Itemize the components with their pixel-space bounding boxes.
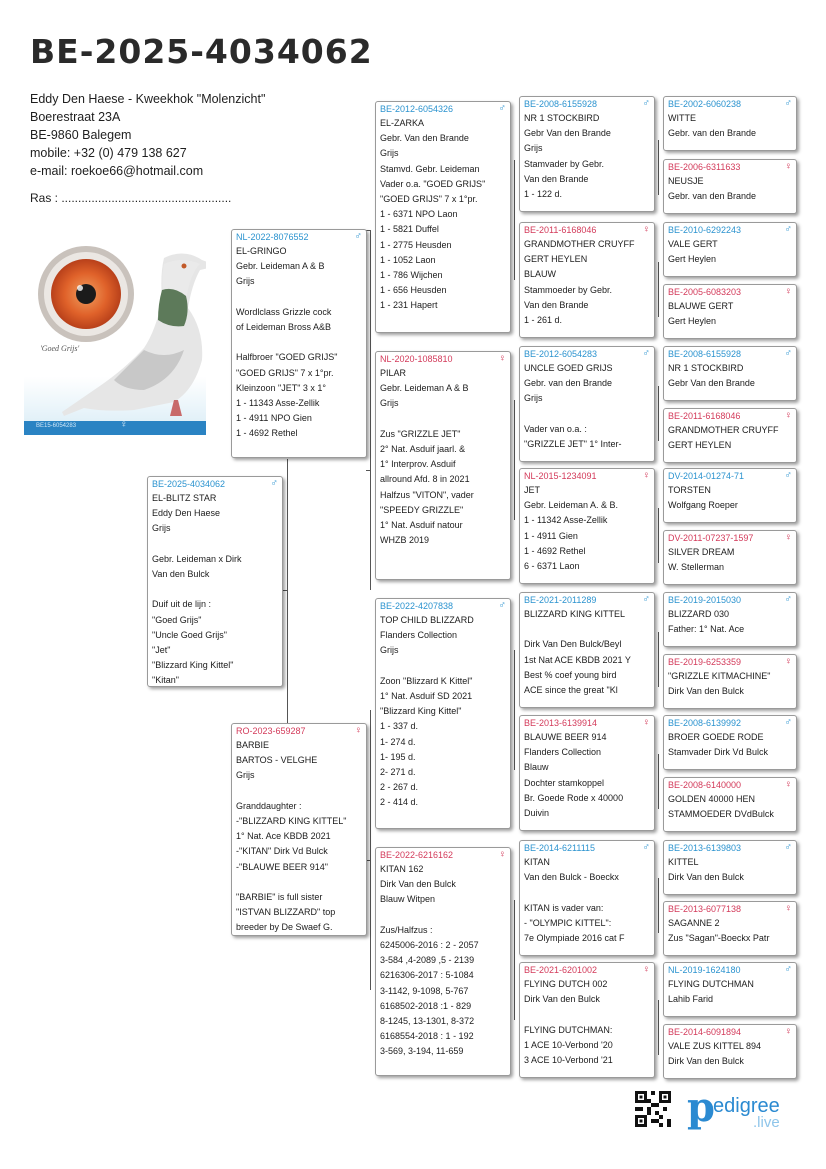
card-line — [152, 537, 278, 552]
pigeon-name: GRANDMOTHER CRUYFF — [668, 425, 779, 435]
card-line: 1 - 4692 Rethel — [524, 545, 586, 556]
female-icon: ♀ — [498, 849, 506, 860]
ring-number: BE-2002-6060238 — [668, 99, 742, 109]
card-line: Kleinzoon "JET" 3 x 1° — [236, 382, 327, 393]
card-line: Dirk Van den Bulck — [668, 872, 744, 883]
pigeon-name: KITTEL — [668, 857, 699, 867]
male-icon: ♂ — [642, 98, 650, 109]
owner-email: e-mail: roekoe66@hotmail.com — [30, 164, 204, 178]
ring-number: BE-2014-6211115 — [524, 843, 596, 853]
card-line: Grijs — [236, 770, 255, 781]
owner-block — [30, 90, 265, 180]
ring-number: NL-2019-1624180 — [668, 965, 741, 975]
card-line: BARTOS - VELGHE — [236, 755, 318, 766]
card-line: Dirk Van Den Bulck/Beyl — [524, 639, 622, 650]
pedigree-card-dds[interactable] — [519, 840, 655, 956]
card-line: 1 - 4692 Rethel — [236, 428, 298, 439]
female-icon: ♀ — [120, 419, 128, 430]
ring-number: BE-2021-6201002 — [524, 965, 598, 975]
logo-suffix: .live — [753, 1114, 780, 1131]
card-line: Stamvader Dirk Vd Bulck — [668, 747, 769, 758]
card-line: 1 - 122 d. — [524, 189, 563, 200]
pedigree-card-g5-16[interactable] — [663, 1024, 797, 1079]
card-line: 1 - 4911 NPO Gien — [236, 413, 312, 424]
card-line: Grijs — [524, 143, 543, 154]
pedigree-card-dam[interactable] — [231, 723, 367, 936]
connector-line — [658, 754, 659, 809]
pedigree-card-g5-2[interactable] — [663, 159, 797, 214]
pedigree-card-g5-13[interactable] — [663, 840, 797, 895]
ring-number: BE-2008-6139992 — [668, 718, 742, 728]
card-line: Grijs — [380, 398, 399, 409]
connector-line — [658, 262, 659, 317]
logo-word: edigree — [713, 1095, 780, 1117]
pigeon-name: GRANDMOTHER CRUYFF — [524, 239, 635, 249]
card-line: 1 ACE 10-Verbond '20 — [524, 1039, 613, 1050]
pedigree-card-sss[interactable] — [519, 96, 655, 212]
card-line: FLYING DUTCHMAN: — [524, 1024, 613, 1035]
male-icon: ♂ — [784, 348, 792, 359]
card-line: STAMMOEDER DVdBulck — [668, 809, 774, 820]
card-line: 2 - 267 d. — [380, 782, 419, 793]
pigeon-name: SAGANNE 2 — [668, 918, 720, 928]
card-line: Wolfgang Roeper — [668, 500, 738, 511]
card-line: -"BLAUWE BEER 914" — [236, 861, 328, 872]
card-line: KITAN is vader van: — [524, 902, 604, 913]
female-icon: ♀ — [784, 779, 792, 790]
female-icon: ♀ — [784, 903, 792, 914]
ring-number: BE-2019-2015030 — [668, 595, 742, 605]
male-icon: ♂ — [784, 224, 792, 235]
card-line: Flanders Collection — [524, 747, 602, 758]
pigeon-name: KITAN — [524, 857, 550, 867]
male-icon: ♂ — [354, 231, 362, 242]
card-line: ACE since the great "Kl — [524, 685, 618, 695]
pedigree-card-g5-15[interactable] — [663, 962, 797, 1017]
card-line: Dirk Van den Bulck — [668, 1056, 744, 1067]
pigeon-name: BLIZZARD 030 — [668, 609, 730, 619]
connector-line — [658, 1000, 659, 1055]
pigeon-name: BLAUWE BEER 914 — [524, 732, 607, 742]
card-line: -"KITAN" Dirk Vd Bulck — [236, 846, 328, 857]
male-icon: ♂ — [784, 842, 792, 853]
connector-line — [514, 650, 515, 770]
card-line: 6168554-2018 : 1 - 192 — [380, 1031, 474, 1042]
card-line: 2° Nat. Asduif jaarl. & — [380, 444, 466, 454]
card-line: "BARBIE" is full sister — [236, 892, 323, 902]
card-line: 1° Nat. Asduif SD 2021 — [380, 691, 473, 701]
female-icon: ♀ — [784, 410, 792, 421]
owner-city: BE-9860 Balegem — [30, 128, 132, 142]
pigeon-name: VALE ZUS KITTEL 894 — [668, 1041, 762, 1051]
card-line: Lahib Farid — [668, 994, 714, 1005]
connector-line — [366, 470, 371, 471]
connector-line — [658, 508, 659, 563]
card-line: Gebr. Leideman A & B — [380, 383, 469, 394]
female-icon: ♀ — [642, 964, 650, 975]
card-line: Gebr. Van den Brande — [380, 133, 469, 144]
female-icon: ♀ — [642, 470, 650, 481]
ring-number: BE-2013-6139803 — [668, 843, 742, 853]
ring-number: BE-2021-2011289 — [524, 595, 597, 605]
card-line: Wordlclass Grizzle cock — [236, 306, 332, 317]
pedigree-card-g5-6[interactable] — [663, 408, 797, 463]
card-line: Halfbroer "GOED GRIJS" — [236, 352, 338, 363]
pedigree-card-g5-11[interactable] — [663, 715, 797, 770]
card-line — [236, 290, 362, 305]
pigeon-illustration — [24, 240, 206, 421]
card-line: 6216306-2017 : 5-1084 — [380, 970, 474, 981]
ring-number: BE-2014-6091894 — [668, 1027, 742, 1037]
card-line: "Blizzard King Kittel" — [380, 706, 462, 717]
card-line: Dochter stamkoppel — [524, 777, 605, 788]
pedigree-card-g5-3[interactable] — [663, 222, 797, 277]
card-line: Zoon "Blizzard K Kittel" — [380, 675, 473, 686]
pigeon-name: EL-BLITZ STAR — [152, 493, 217, 503]
card-line: Br. Goede Rode x 40000 — [524, 792, 624, 803]
connector-line — [514, 400, 515, 520]
card-line: Stamvd. Gebr. Leideman — [380, 163, 480, 174]
logo-p: p — [687, 1084, 715, 1131]
card-line: Gert Heylen — [668, 254, 717, 265]
pedigree-card-dss[interactable] — [519, 592, 655, 708]
card-line — [524, 407, 650, 422]
ring-number: BE-2011-6168046 — [524, 225, 597, 235]
card-line: 7e Olympiade 2016 cat F — [524, 933, 625, 943]
card-line: 1° Nat. Asduif natour — [380, 520, 463, 531]
card-line: 1 - 231 Hapert — [380, 300, 438, 311]
qr-code-icon[interactable] — [635, 1091, 671, 1127]
card-line: Gebr. van den Brande — [668, 191, 757, 202]
card-line: 1 - 656 Heusden — [380, 285, 447, 296]
ring-number: BE-2013-6139914 — [524, 718, 598, 728]
male-icon: ♂ — [498, 600, 506, 611]
ring-number: BE-2008-6155928 — [524, 99, 598, 109]
card-line: 1st Nat ACE KBDB 2021 Y — [524, 654, 631, 665]
pedigree-card-sire[interactable] — [231, 229, 367, 458]
card-line: Zus "GRIZZLE JET" — [380, 428, 461, 439]
ring-number: DV-2011-07237-1597 — [668, 533, 754, 543]
pigeon-photo — [24, 240, 206, 435]
pedigree-card-sire-dam[interactable] — [375, 351, 511, 580]
ring-number: BE-2011-6168046 — [668, 411, 741, 421]
card-line: Gebr Van den Brande — [668, 378, 755, 389]
card-line: 1 - 6371 NPO Laon — [380, 209, 458, 220]
ring-number: BE-2019-6253359 — [668, 657, 742, 667]
card-line: 1° Nat. Ace KBDB 2021 — [236, 831, 331, 842]
card-line: Blauw — [524, 762, 549, 773]
pigeon-name: WITTE — [668, 113, 696, 123]
photo-ring-text: BE15-6054283 — [36, 423, 77, 429]
card-line: "SPEEDY GRIZZLE" — [380, 504, 464, 515]
ring-number: BE-2022-4207838 — [380, 601, 454, 611]
ring-number: BE-2008-6140000 — [668, 780, 742, 790]
card-line — [380, 659, 506, 674]
pigeon-name: JET — [524, 485, 541, 495]
connector-line — [287, 459, 288, 723]
card-line: Van den Bulck - Boeckx — [524, 872, 619, 883]
pedigree-card-dsd[interactable] — [519, 715, 655, 831]
pigeon-name: SILVER DREAM — [668, 547, 735, 557]
card-line: Granddaughter : — [236, 800, 302, 811]
male-icon: ♂ — [642, 348, 650, 359]
card-line: 3-569, 3-194, 11-659 — [380, 1046, 464, 1057]
ras-field: Ras : ................................................... — [30, 191, 232, 205]
owner-mobile: mobile: +32 (0) 479 138 627 — [30, 146, 187, 160]
ring-number: BE-2025-4034062 — [152, 479, 226, 489]
pedigree-card-sire-sire[interactable] — [375, 101, 511, 333]
pedigree-title: BE-2025-4034062 — [30, 32, 373, 71]
card-line: Zus/Halfzus : — [380, 924, 433, 935]
pedigree-card-g5-10[interactable] — [663, 654, 797, 709]
pedigree-card-subject[interactable] — [147, 476, 283, 687]
pedigree-card-dam-dam[interactable] — [375, 847, 511, 1076]
pedigree-card-ddd[interactable] — [519, 962, 655, 1078]
card-line: 1 - 11343 Asse-Zellik — [236, 398, 320, 408]
ring-number: NL-2022-8076552 — [236, 232, 309, 242]
card-line: Flanders Collection — [380, 630, 458, 641]
card-line: Best % coef young bird — [524, 669, 617, 680]
female-icon: ♀ — [498, 353, 506, 364]
pigeon-name: BLAUWE GERT — [668, 301, 734, 311]
card-line: WHZB 2019 — [380, 535, 430, 546]
card-line: "Goed Grijs" — [152, 614, 202, 625]
card-line: Father: 1° Nat. Ace — [668, 624, 745, 635]
male-icon: ♂ — [784, 98, 792, 109]
card-line: Gebr. van den Brande — [524, 378, 613, 389]
male-icon: ♂ — [498, 103, 506, 114]
card-line: Van den Bulck — [152, 569, 210, 579]
pigeon-name: NR 1 STOCKBIRD — [668, 363, 744, 373]
ring-number: RO-2023-659287 — [236, 726, 306, 736]
pigeon-name: TOP CHILD BLIZZARD — [380, 615, 474, 625]
connector-line — [514, 900, 515, 1020]
card-line: Van den Brande — [524, 299, 589, 310]
female-icon: ♀ — [784, 532, 792, 543]
card-line: Grijs — [380, 148, 399, 159]
card-line: Duivin — [524, 808, 550, 819]
female-icon: ♀ — [642, 717, 650, 728]
pedigree-card-ssd[interactable] — [519, 222, 655, 338]
ring-number: BE-2013-6077138 — [668, 904, 742, 914]
card-line: 1 - 786 Wijchen — [380, 270, 443, 281]
card-line: 1 - 4911 Gien — [524, 530, 578, 541]
card-line: 1 - 261 d. — [524, 315, 563, 326]
ring-number: BE-2005-6083203 — [668, 287, 742, 297]
card-line: "Jet" — [152, 645, 171, 655]
connector-line — [658, 140, 659, 195]
card-line: "Blizzard King Kittel" — [152, 660, 234, 671]
pedigree-card-g5-5[interactable] — [663, 346, 797, 401]
card-line: Stamvader by Gebr. — [524, 158, 605, 169]
card-line: allround Afd. 8 in 2021 — [380, 474, 470, 485]
pedigree-card-g5-8[interactable] — [663, 530, 797, 585]
card-line — [152, 582, 278, 597]
ring-number: BE-2010-6292243 — [668, 225, 742, 235]
pigeon-name: UNCLE GOED GRIJS — [524, 363, 613, 373]
pigeon-name: NR 1 STOCKBIRD — [524, 113, 600, 123]
ring-number: BE-2006-6311633 — [668, 162, 741, 172]
pigeon-name: EL-ZARKA — [380, 118, 425, 128]
card-line: Gebr. Leideman x Dirk — [152, 553, 242, 564]
ring-number: NL-2020-1085810 — [380, 354, 453, 364]
card-line: 6245006-2016 : 2 - 2057 — [380, 940, 479, 950]
pedigree-card-g5-12[interactable] — [663, 777, 797, 832]
card-line: 3-584 ,4-2089 ,5 - 2139 — [380, 955, 475, 966]
card-line: breeder by De Swaef G. — [236, 922, 333, 933]
card-line: Grijs — [152, 523, 171, 534]
card-line: GERT HEYLEN — [668, 440, 732, 451]
card-line: GERT HEYLEN — [524, 254, 588, 265]
card-line: Grijs — [236, 276, 255, 287]
card-line: Blauw Witpen — [380, 894, 436, 905]
pedigree-card-g5-4[interactable] — [663, 284, 797, 339]
ring-number: BE-2022-6216162 — [380, 850, 454, 860]
card-line — [524, 885, 650, 900]
card-line: Gebr. Leideman A. & B. — [524, 500, 619, 511]
pigeon-name: BLIZZARD KING KITTEL — [524, 609, 626, 619]
card-line: "Kitan" — [152, 675, 179, 686]
card-line: W. Stellerman — [668, 562, 725, 573]
male-icon: ♂ — [784, 717, 792, 728]
card-line: 1 - 5821 Duffel — [380, 224, 439, 235]
pigeon-name: BROER GOEDE RODE — [668, 732, 764, 742]
ring-number: BE-2008-6155928 — [668, 349, 742, 359]
card-line: 1 - 2775 Heusden — [380, 239, 452, 250]
pigeon-name: TORSTEN — [668, 485, 711, 495]
ring-number: BE-2012-6054326 — [380, 104, 454, 114]
male-icon: ♂ — [642, 594, 650, 605]
card-line: 6168502-2018 :1 - 829 — [380, 1000, 472, 1011]
male-icon: ♂ — [270, 478, 278, 489]
card-line: Gert Heylen — [668, 316, 717, 327]
pigeon-name: GOLDEN 40000 HEN — [668, 794, 756, 804]
pedigree-card-sds[interactable] — [519, 346, 655, 462]
photo-caption: 'Goed Grijs' — [40, 344, 80, 353]
card-line: Dirk Van den Bulck — [524, 994, 600, 1005]
card-line: - "OLYMPIC KITTEL": — [524, 917, 612, 928]
card-line: 1 - 1052 Laon — [380, 254, 436, 265]
pedigree-card-g5-1[interactable] — [663, 96, 797, 151]
card-line: Van den Brande — [524, 173, 589, 184]
connector-line — [370, 710, 371, 990]
card-line: Grijs — [380, 645, 399, 656]
card-line: 2 - 414 d. — [380, 797, 419, 808]
pigeon-name: KITAN 162 — [380, 864, 424, 874]
card-line — [236, 875, 362, 890]
card-line: Zus "Sagan"-Boeckx Patr — [668, 933, 770, 944]
card-line: Halfzus "VITON", vader — [380, 489, 474, 500]
card-line: Gebr. van den Brande — [668, 128, 757, 139]
card-line: BLAUW — [524, 269, 557, 280]
pedigree-card-g5-14[interactable] — [663, 901, 797, 956]
card-line: Gebr. Leideman A & B — [236, 261, 325, 272]
card-line: "Uncle Goed Grijs" — [152, 629, 227, 640]
pedigree-card-sdd[interactable] — [519, 468, 655, 584]
card-line: 1° Interprov. Asduif — [380, 459, 456, 470]
pigeon-name: FLYING DUTCH 002 — [524, 979, 608, 989]
male-icon: ♂ — [784, 964, 792, 975]
pigeon-name: EL-GRINGO — [236, 246, 287, 256]
card-line: 1 - 337 d. — [380, 721, 419, 732]
female-icon: ♀ — [784, 161, 792, 172]
connector-line — [514, 160, 515, 280]
pigeon-name: FLYING DUTCHMAN — [668, 979, 754, 989]
owner-street: Boerestraat 23A — [30, 110, 121, 124]
card-line: -"BLIZZARD KING KITTEL" — [236, 816, 347, 826]
card-line: "GOED GRIJS" 7 x 1°pr. — [380, 194, 478, 205]
card-line — [236, 784, 362, 799]
card-line: 1 - 11342 Asse-Zellik — [524, 515, 608, 526]
card-line: 8-1245, 13-1301, 8-372 — [380, 1016, 475, 1027]
card-line: "ISTVAN BLIZZARD" top — [236, 907, 336, 918]
male-icon: ♂ — [784, 470, 792, 481]
card-line: 1- 195 d. — [380, 751, 416, 762]
card-line: Gebr Van den Brande — [524, 128, 611, 139]
card-line: 3-1142, 9-1098, 5-767 — [380, 985, 469, 996]
card-line: "GOED GRIJS" 7 x 1°pr. — [236, 367, 334, 378]
card-line: of Leideman Bross A&B — [236, 322, 332, 332]
pigeon-name: PILAR — [380, 368, 407, 378]
ring-number: BE-2012-6054283 — [524, 349, 598, 359]
female-icon: ♀ — [354, 725, 362, 736]
connector-line — [658, 632, 659, 687]
card-line: Stammoeder by Gebr. — [524, 284, 613, 295]
card-line: Dirk Van den Bulck — [380, 879, 456, 890]
pigeon-name: VALE GERT — [668, 239, 718, 249]
pedigree-card-g5-9[interactable] — [663, 592, 797, 647]
card-line: Vader o.a. "GOED GRIJS" — [380, 178, 486, 189]
card-line: "GRIZZLE JET" 1° Inter- — [524, 439, 622, 449]
card-line — [236, 335, 362, 350]
pedigree-live-logo[interactable] — [687, 1084, 797, 1133]
card-line — [524, 1007, 650, 1022]
card-line — [380, 412, 506, 427]
card-line — [524, 622, 650, 637]
male-icon: ♂ — [642, 842, 650, 853]
female-icon: ♀ — [784, 286, 792, 297]
card-line: Dirk Van den Bulck — [668, 686, 744, 697]
card-line: Grijs — [524, 393, 543, 404]
card-line: Eddy Den Haese — [152, 508, 221, 519]
card-line: 2- 271 d. — [380, 767, 416, 778]
female-icon: ♀ — [642, 224, 650, 235]
pigeon-name: NEUSJE — [668, 176, 704, 186]
connector-line — [658, 878, 659, 933]
card-line — [380, 908, 506, 923]
male-icon: ♂ — [784, 594, 792, 605]
card-line: Vader van o.a. : — [524, 423, 587, 434]
female-icon: ♀ — [784, 656, 792, 667]
connector-line — [370, 230, 371, 590]
card-line: 3 ACE 10-Verbond '21 — [524, 1055, 613, 1065]
ring-number: DV-2014-01274-71 — [668, 471, 745, 481]
pedigree-card-g5-7[interactable] — [663, 468, 797, 523]
connector-line — [658, 386, 659, 441]
card-line: 6 - 6371 Laon — [524, 561, 580, 572]
card-line: Duif uit de lijn : — [152, 599, 212, 610]
pedigree-card-dam-sire[interactable] — [375, 598, 511, 829]
pigeon-name: BARBIE — [236, 740, 270, 750]
card-line: 1- 274 d. — [380, 736, 416, 747]
female-icon: ♀ — [784, 1026, 792, 1037]
ring-number: NL-2015-1234091 — [524, 471, 597, 481]
pigeon-name: "GRIZZLE KITMACHINE" — [668, 671, 771, 681]
owner-name: Eddy Den Haese - Kweekhok "Molenzicht" — [30, 92, 266, 106]
